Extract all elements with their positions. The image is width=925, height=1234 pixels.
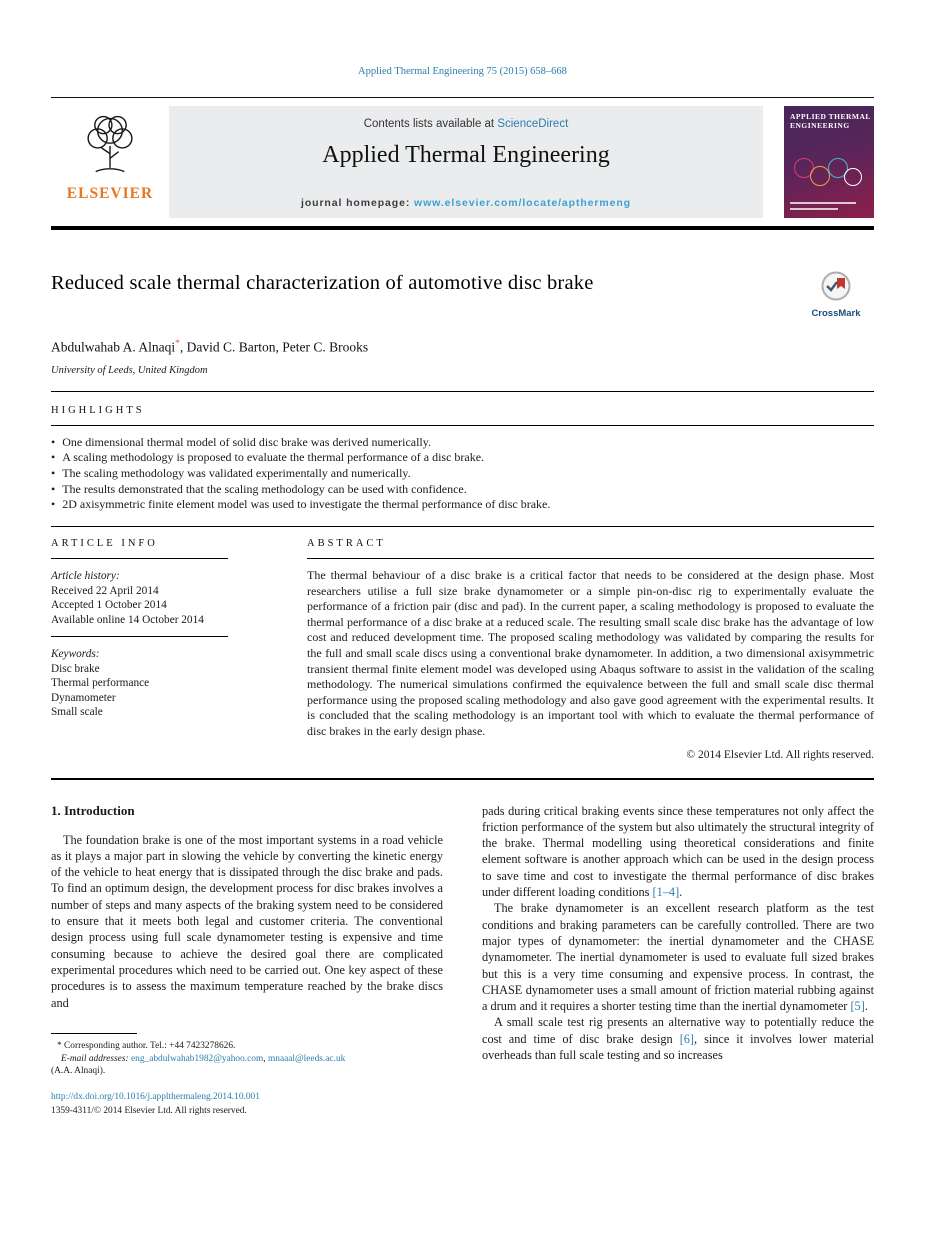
journal-citation-header: Applied Thermal Engineering 75 (2015) 658–668 — [358, 66, 567, 77]
highlight-text: One dimensional thermal model of solid disc brake was derived numerically. — [62, 434, 431, 449]
journal-title: Applied Thermal Engineering — [322, 142, 610, 168]
highlight-text: A scaling methodology is proposed to evaluate the thermal performance of a disc brake. — [62, 450, 485, 465]
journal-cover-thumbnail — [784, 106, 874, 218]
history-item: Received 22 April 2014 — [51, 584, 159, 597]
highlights-heading: HIGHLIGHTS — [51, 404, 145, 416]
email-link-1[interactable]: eng_abdulwahab1982@yahoo.com — [130, 1053, 264, 1064]
elsevier-tree-icon — [72, 108, 148, 184]
highlights-list — [51, 435, 874, 514]
article-info-heading: ARTICLE INFO — [51, 538, 158, 550]
article-history-label: Article history: — [51, 570, 120, 583]
abstract-column — [307, 527, 874, 761]
highlight-item — [51, 450, 874, 466]
paragraph-text: . — [864, 999, 868, 1014]
email-link-2[interactable]: mnaaal@leeds.ac.uk — [267, 1053, 346, 1064]
keyword-item: Small scale — [51, 706, 103, 719]
journal-header-band — [51, 97, 874, 218]
cover-title: APPLIED THERMAL ENGINEERING — [790, 112, 871, 130]
cover-decoration-bar — [790, 208, 838, 210]
highlight-item — [51, 482, 874, 498]
keyword-item: Dynamometer — [51, 691, 116, 704]
divider — [51, 425, 874, 426]
intro-paragraph-right-1 — [482, 803, 874, 901]
paragraph-text: The brake dynamometer is an excellent research platform as the test conditions and braking parameters can be carefully controlled. There are two major types of dynamometer: the inertial dynamometer and the CHASE dynamometer. The inertial dynamometer is used to evaluate full sized brakes but this is a very time consuming and expensive process. In contrast, the CHASE dynamometer uses a small amount of friction material rubbing against a drum and it requires a shorter testing time than the inertial dynamometer — [482, 901, 874, 1014]
elsevier-wordmark: ELSEVIER — [66, 185, 154, 202]
corresponding-author-note: * Corresponding author. Tel.: +44 7423278626. — [57, 1040, 236, 1051]
keywords-label: Keywords: — [51, 648, 100, 661]
crossmark-badge[interactable] — [798, 270, 874, 319]
divider — [307, 558, 874, 559]
paragraph-text: , since it involves lower material overheads than full scale testing and so increases — [482, 1031, 875, 1062]
history-item: Accepted 1 October 2014 — [51, 599, 167, 612]
citation-link-1-4[interactable]: [1–4] — [652, 885, 680, 900]
history-item: Available online 14 October 2014 — [51, 613, 204, 626]
email-separator: , — [263, 1053, 268, 1064]
section-heading-introduction: 1. Introduction — [51, 802, 135, 818]
abstract-text: The thermal behaviour of a disc brake is a critical factor that needs to be considered at the design phase. Most researchers utilise a full size brake dynamometer or a simple pin-on-disc rig to experimentally evaluate the performance of a friction pair (disc and pad). In the current paper, a scaling methodology is proposed to evaluate the thermal performance of a disc brake at a reduced scale. The resulting small scale disc brake has the advantage of low cost and reduced development time. The proposed scaling methodology was validated by comparing the results for the full and small scale discs using a conventional brake dynamometer. In addition, a two dimensional axisymmetric transient thermal finite element model was developed using Abaqus software to assist in the validation of the scaling methodology. The numerical simulations confirmed the equivalence between the full and small scale disc thermal performance using the proposed scaling methodology and also gave good agreement with the experimental results. It is concluded that the scaling methodology is an important tool with which to evaluate the thermal performance of disc brakes in the early design phase. — [307, 568, 874, 738]
abstract-copyright: © 2014 Elsevier Ltd. All rights reserved. — [686, 748, 874, 761]
affiliation: University of Leeds, United Kingdom — [51, 364, 208, 376]
corresponding-author-marker[interactable]: * — [175, 339, 180, 349]
elsevier-logo — [51, 106, 169, 218]
intro-paragraph-right-2 — [482, 900, 874, 1014]
citation-link-6[interactable]: [6] — [679, 1031, 695, 1046]
divider — [51, 558, 228, 559]
authors-rest: , David C. Barton, Peter C. Brooks — [179, 339, 369, 355]
crossmark-icon — [820, 270, 852, 302]
footnote-author-ref: (A.A. Alnaqi). — [51, 1066, 106, 1077]
body-column-left — [51, 803, 443, 1119]
paragraph-text: A small scale test rig presents an alternative way to potentially reduce the cost and time of disc brake design — [482, 1015, 874, 1046]
section-divider — [51, 778, 874, 780]
info-abstract-section — [51, 526, 874, 761]
paragraph-text: . — [679, 885, 683, 900]
journal-homepage-link[interactable]: www.elsevier.com/locate/apthermeng — [414, 197, 631, 209]
intro-paragraph-right-3 — [482, 1014, 874, 1063]
body-columns — [51, 803, 874, 1119]
highlight-text: The scaling methodology was validated experimentally and numerically. — [62, 465, 411, 480]
header-thick-rule — [51, 226, 874, 230]
intro-paragraph-left: The foundation brake is one of the most important systems in a road vehicle as it plays a major part in slowing the vehicle by converting the kinetic energy of the vehicle to heat energy that is dissipated through the disc brake and pads. To find an optimum design, the development process for disc brakes involves a number of steps and many aspects of the braking system need to be considered to ensure that it meets both legal and customer criteria. The conventional design process using full scale dynamometer testing is expensive and time consuming because to achieve the desired goal there are complicated experimental procedures which need to be carried out. One key aspect of these procedures is to assess the maximum temperature reached by the brake discs and — [51, 832, 443, 1010]
email-label: E-mail addresses: — [61, 1053, 129, 1064]
cover-decoration-circle — [810, 166, 830, 186]
author-line — [51, 339, 874, 356]
doi-link[interactable]: http://dx.doi.org/10.1016/j.applthermaleng.2014.10.001 — [51, 1092, 260, 1103]
homepage-line — [301, 185, 631, 209]
body-column-right — [482, 803, 874, 1119]
contents-line — [364, 118, 569, 130]
keyword-item: Disc brake — [51, 662, 100, 675]
highlight-item — [51, 435, 874, 451]
email-addresses-line — [51, 1053, 443, 1066]
citation-link-5[interactable]: [5] — [850, 999, 865, 1014]
footnote-rule — [51, 1033, 137, 1034]
cover-decoration-bar — [790, 202, 856, 204]
abstract-heading: ABSTRACT — [307, 538, 386, 550]
journal-masthead — [169, 106, 763, 218]
paragraph-text: pads during critical braking events since these temperatures not only affect the friction performance of the system but also ultimately the structural integrity of the brake. Thermal modelling using theoretical considerations and finite element software is another approach which can be used in the design process to save time and cost to investigate the thermal performance of disc brakes under different loading conditions — [482, 803, 874, 900]
cover-decoration-circle — [844, 168, 862, 186]
highlight-text: The results demonstrated that the scaling methodology can be used with confidence. — [62, 481, 467, 496]
article-title: Reduced scale thermal characterization of automotive disc brake — [51, 272, 594, 294]
article-info-column — [51, 527, 228, 761]
highlight-text: 2D axisymmetric finite element model was used to investigate the thermal performance of disc brake. — [62, 497, 551, 512]
highlight-item — [51, 497, 874, 513]
keyword-item: Thermal performance — [51, 677, 150, 690]
author-first: Abdulwahab A. Alnaqi — [51, 339, 176, 355]
divider — [51, 391, 874, 392]
divider — [51, 636, 228, 637]
page-content — [51, 0, 874, 1118]
contents-prefix: Contents lists available at — [363, 118, 498, 130]
footnote-block — [51, 1033, 443, 1078]
issn-copyright-line: 1359-4311/© 2014 Elsevier Ltd. All rights reserved. — [51, 1105, 247, 1116]
sciencedirect-link[interactable]: ScienceDirect — [497, 118, 569, 130]
crossmark-label: CrossMark — [811, 308, 861, 319]
homepage-label: journal homepage: — [301, 197, 415, 209]
highlight-item — [51, 466, 874, 482]
article-identifiers — [51, 1091, 443, 1118]
title-row — [51, 272, 874, 319]
